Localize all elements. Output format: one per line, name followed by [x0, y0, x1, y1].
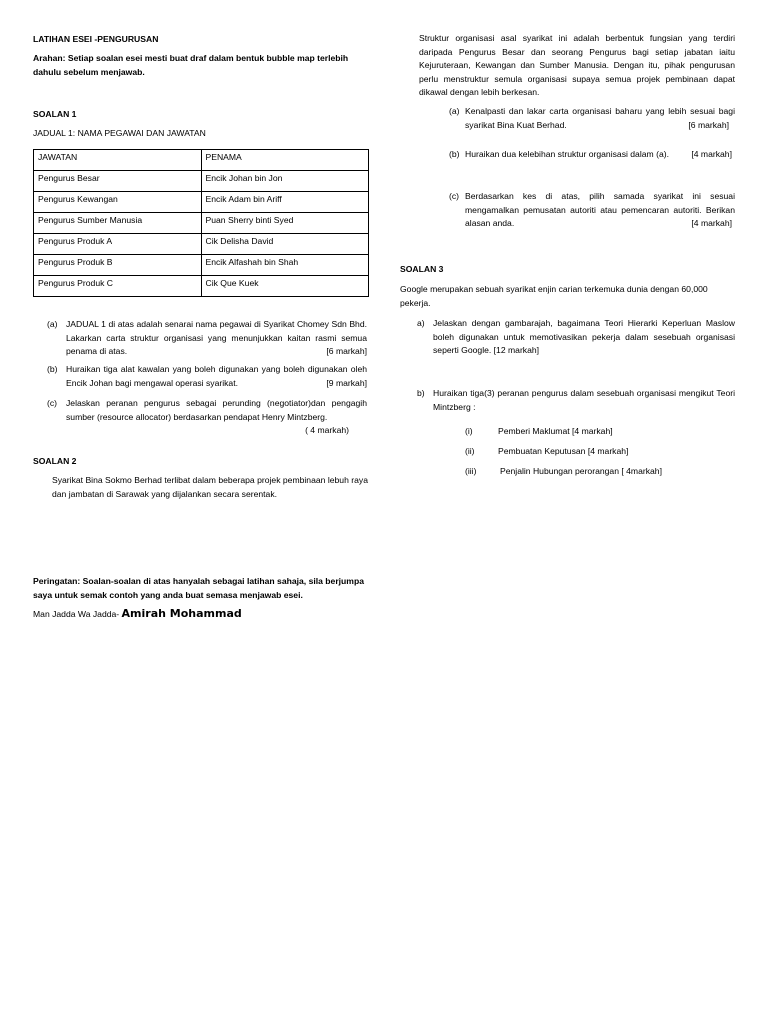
question-marks: [4 markah]: [691, 149, 732, 159]
soalan3-question-b: [417, 387, 735, 414]
table-row: [34, 213, 369, 234]
question-label: (c): [47, 398, 58, 408]
question-text: [66, 397, 367, 438]
question-text: [465, 190, 735, 231]
table-row: [34, 276, 369, 297]
table-cell: Pengurus Produk A: [34, 234, 202, 255]
soalan3-question-a: [417, 317, 735, 358]
question-marks: [6 markah]: [326, 346, 367, 357]
question-body: Jelaskan dengan gambarajah, bagaimana Teori Hierarki Keperluan Maslow boleh digunakan untuk memotivasikan pekerja dalam sesebuah organisasi seperti Google.: [433, 318, 735, 356]
table-cell: Puan Sherry binti Syed: [201, 213, 369, 234]
question-label: (a): [47, 319, 58, 329]
question-label: b): [417, 388, 425, 398]
question-text: [66, 318, 367, 359]
soalan3-subitem-iii: [465, 465, 725, 479]
closing-line: [33, 607, 242, 622]
table-cell: Pengurus Produk B: [34, 255, 202, 276]
table-header-cell: JAWATAN: [34, 150, 202, 171]
question-body: JADUAL 1 di atas adalah senarai nama pegawai di Syarikat Chomey Sdn Bhd. Lakarkan carta struktur organisasi yang menunjukkan kaitan rasmi semua penama di atas.: [66, 319, 367, 357]
table-cell: Encik Johan bin Jon: [201, 171, 369, 192]
soalan3-subitem-ii: [465, 445, 725, 459]
soalan1-question-b: [47, 363, 367, 390]
question-marks: [12 markah]: [493, 345, 540, 356]
subitem-text: Pembuatan Keputusan [4 markah]: [498, 446, 629, 456]
soalan3-heading: SOALAN 3: [400, 264, 444, 274]
question-marks: [4 markah]: [691, 218, 732, 229]
soalan2-question-b: [449, 148, 735, 162]
soalan3-subitem-i: [465, 425, 725, 439]
table-header-row: [34, 150, 369, 171]
question-label: a): [417, 318, 425, 328]
table-cell: Encik Alfashah bin Shah: [201, 255, 369, 276]
motto: Man Jadda Wa Jadda-: [33, 609, 120, 619]
table-row: [34, 192, 369, 213]
subitem-label: (ii): [465, 446, 475, 456]
soalan1-question-a: [47, 318, 367, 359]
instruction-text: Arahan: Setiap soalan esei mesti buat draf dalam bentuk bubble map terlebih dahulu sebelum menjawab.: [33, 53, 349, 77]
table-row: [34, 255, 369, 276]
question-text: [66, 363, 367, 390]
warning-note: Peringatan: Soalan-soalan di atas hanyalah sebagai latihan sahaja, sila berjumpa saya untuk semak contoh yang anda buat semasa menjawab esei.: [33, 576, 364, 600]
question-body: Huraikan tiga alat kawalan yang boleh digunakan yang boleh digunakan oleh Encik Johan bagi mengawal operasi syarikat.: [66, 364, 367, 388]
table-cell: Pengurus Besar: [34, 171, 202, 192]
soalan2-heading: SOALAN 2: [33, 456, 77, 466]
table-cell: Cik Que Kuek: [201, 276, 369, 297]
table-cell: Encik Adam bin Ariff: [201, 192, 369, 213]
question-label: (b): [47, 364, 58, 374]
soalan1-question-c: [47, 397, 367, 438]
question-text: [433, 317, 735, 358]
table-cell: Pengurus Sumber Manusia: [34, 213, 202, 234]
table-row: [34, 171, 369, 192]
table-cell: Pengurus Kewangan: [34, 192, 202, 213]
subitem-label: (i): [465, 426, 473, 436]
table-cell: Pengurus Produk C: [34, 276, 202, 297]
question-text: [465, 105, 735, 132]
table-row: [34, 234, 369, 255]
question-body: Kenalpasti dan lakar carta organisasi baharu yang lebih sesuai bagi syarikat Bina Kuat Berhad.: [465, 106, 735, 130]
question-body: Jelaskan peranan pengurus sebagai perunding (negotiator)dan pengagih sumber (resource allocator) berdasarkan pendapat Henry Mintzberg.: [66, 398, 367, 422]
question-text: Huraikan tiga(3) peranan pengurus dalam sesebuah organisasi mengikut Teori Mintzberg :: [433, 388, 735, 412]
table-caption: JADUAL 1: NAMA PEGAWAI DAN JAWATAN: [33, 128, 206, 138]
soalan2-case-text-left: Syarikat Bina Sokmo Berhad terlibat dalam beberapa projek pembinaan lebuh raya dan jambatan di Sarawak yang dijalankan secara serentak.: [52, 475, 368, 499]
question-body: Berdasarkan kes di atas, pilih samada syarikat ini sesuai mengamalkan pemusatan autoriti atau pemencaran autoriti. Berikan alasan anda.: [465, 191, 735, 229]
table-cell: Cik Delisha David: [201, 234, 369, 255]
question-body: Huraikan dua kelebihan struktur organisasi dalam (a).: [465, 149, 669, 159]
table-header-cell: PENAMA: [201, 150, 369, 171]
subitem-label: (iii): [465, 466, 477, 476]
soalan2-question-c: [449, 190, 735, 231]
document-title: LATIHAN ESEI -PENGURUSAN: [33, 34, 159, 44]
soalan3-intro: Google merupakan sebuah syarikat enjin carian terkemuka dunia dengan 60,000 pekerja.: [400, 284, 708, 308]
question-label: (b): [449, 149, 460, 159]
subitem-text: Penjalin Hubungan perorangan [ 4markah]: [500, 466, 662, 476]
author-name: Amirah Mohammad: [121, 607, 242, 620]
question-text: [465, 148, 735, 162]
subitem-text: Pemberi Maklumat [4 markah]: [498, 426, 613, 436]
soalan1-heading: SOALAN 1: [33, 109, 77, 119]
question-marks: ( 4 markah): [305, 425, 349, 436]
soalan2-question-a: [449, 105, 735, 132]
question-marks: [9 markah]: [326, 377, 367, 388]
question-label: (a): [449, 106, 460, 116]
soalan2-case-text-right: Struktur organisasi asal syarikat ini adalah berbentuk fungsian yang terdiri daripada Pengurus Besar dan seorang Pengurus bagi setiap jabatan iaitu Kejuruteraan, Kewangan dan Sumber Manusia. Dengan itu, pihak pengurusan perlu menstruktur semula organisasi supaya semua projek pembinaan dapat dikawal dengan lebih berkesan.: [419, 33, 735, 98]
question-label: (c): [449, 191, 460, 201]
officer-table: [33, 149, 369, 297]
question-marks: [6 markah]: [688, 119, 729, 130]
